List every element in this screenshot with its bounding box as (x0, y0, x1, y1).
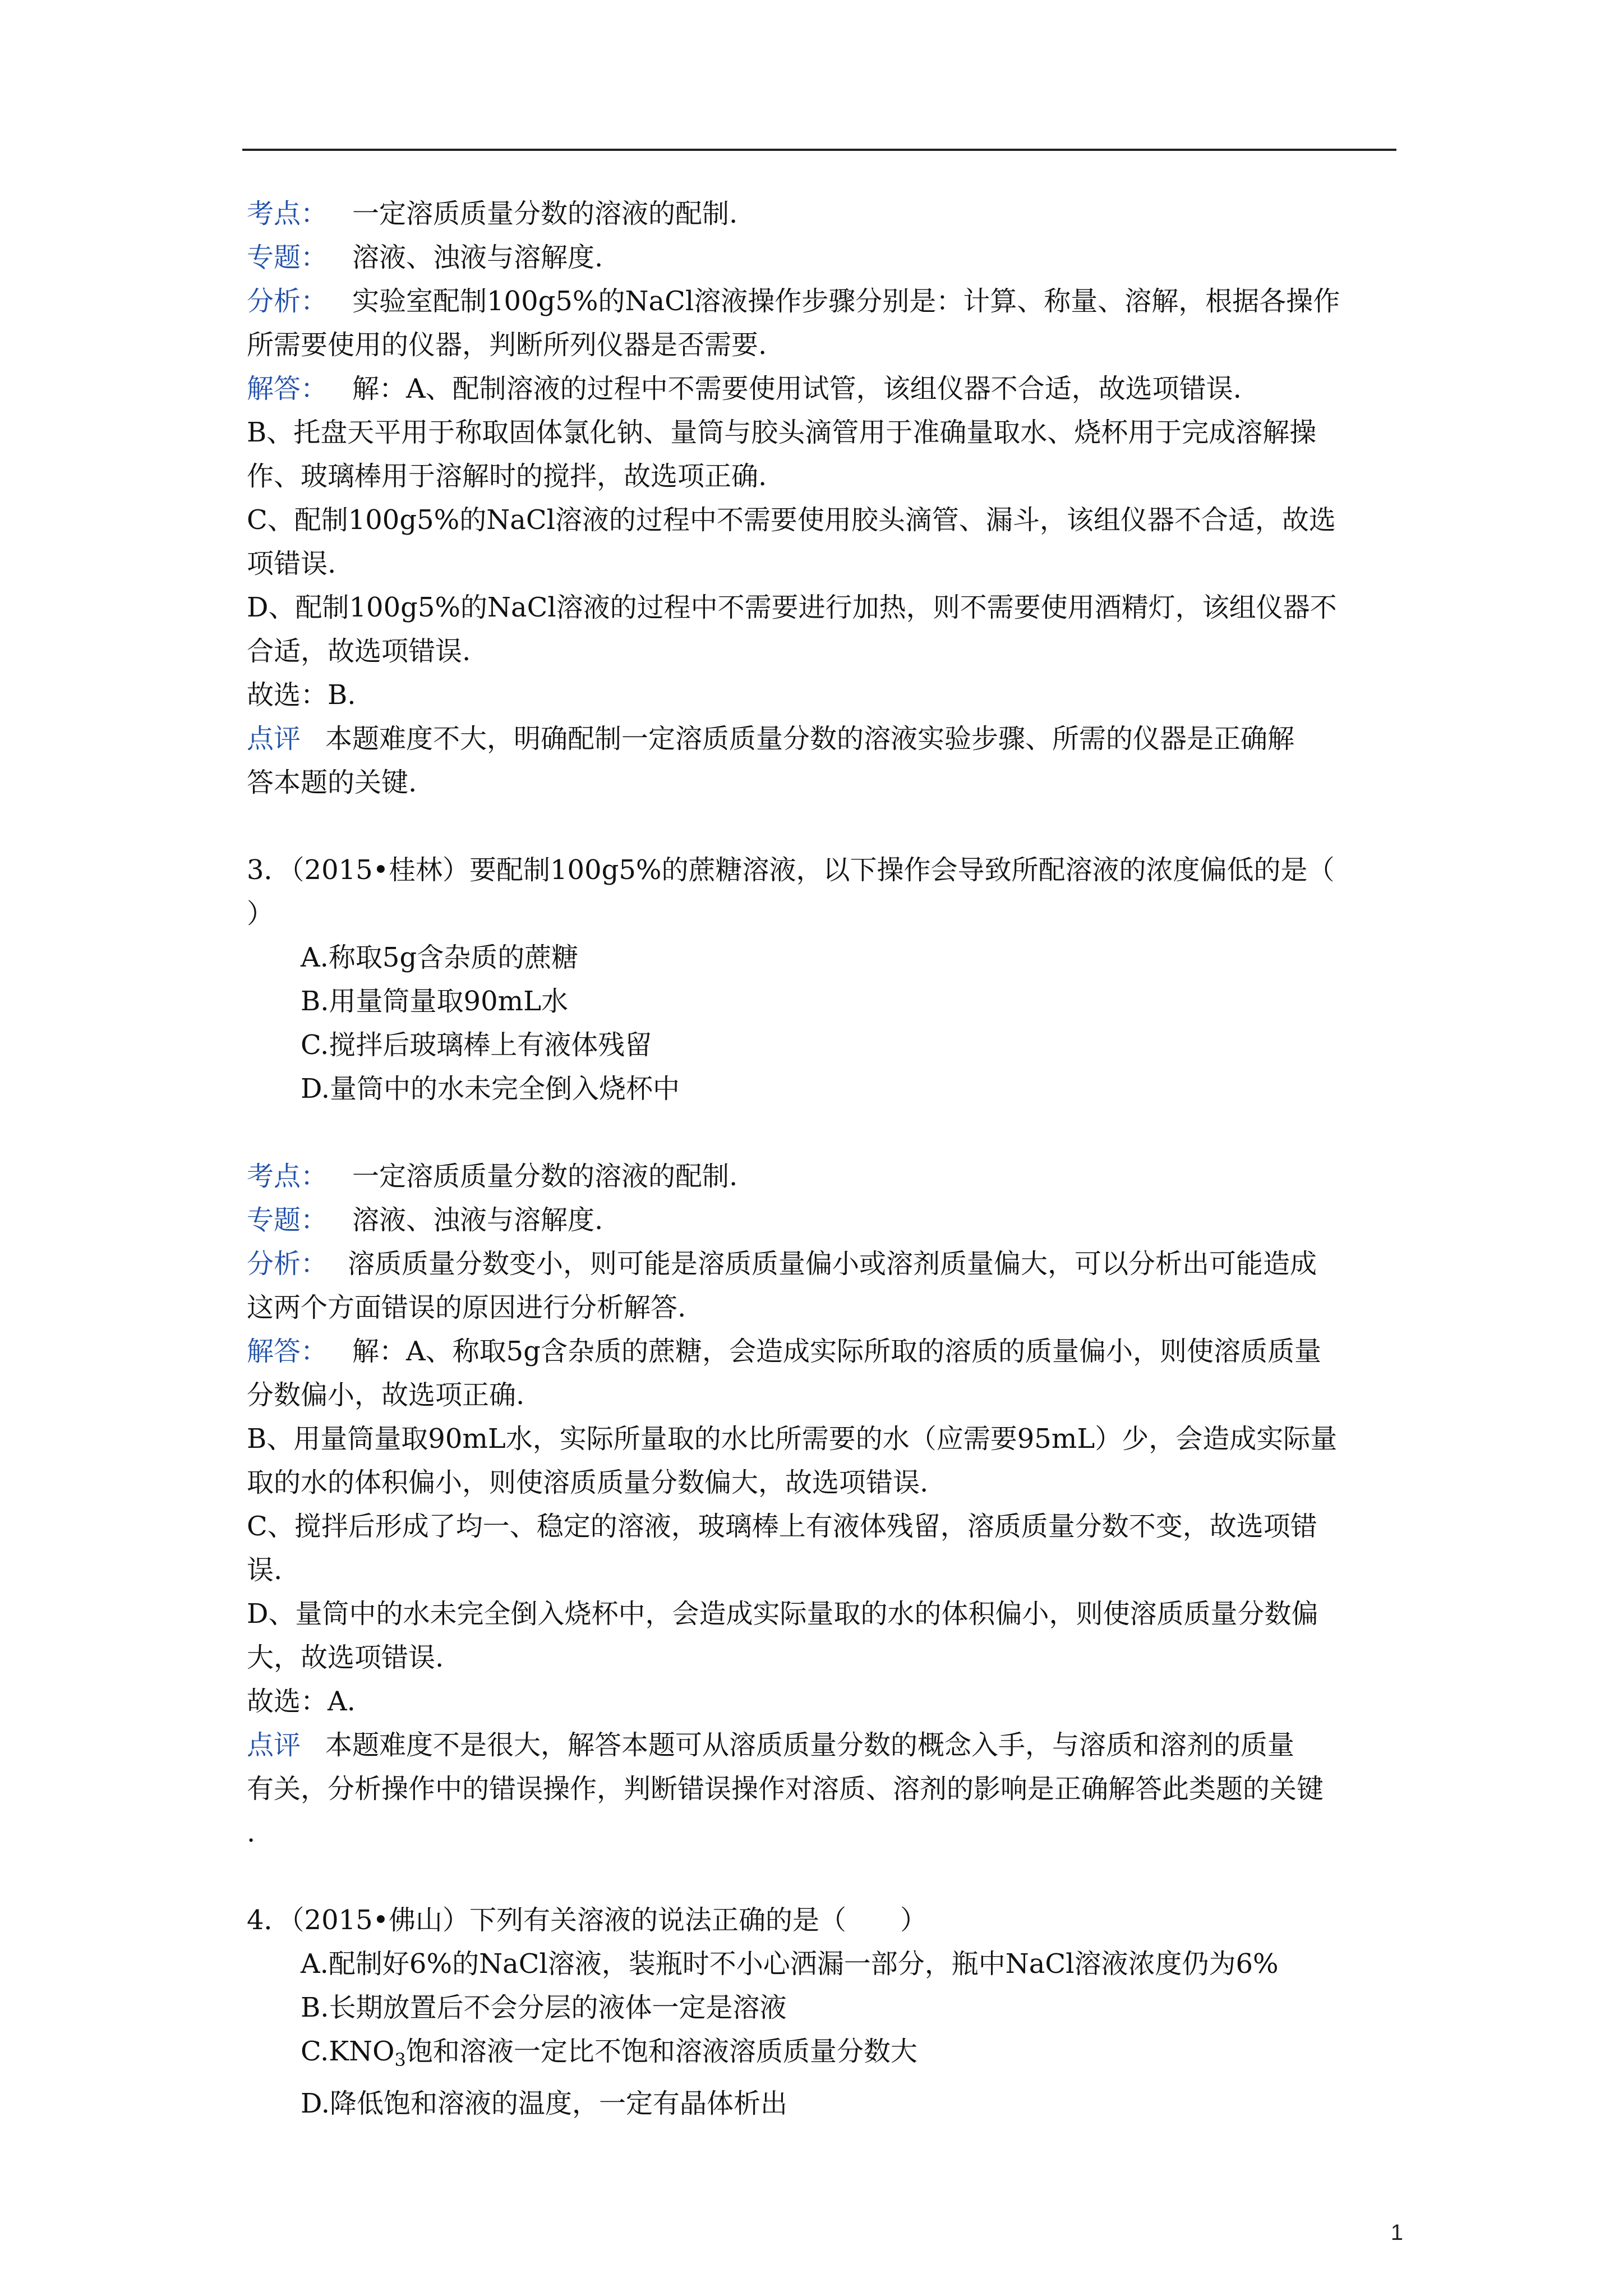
analysis-section-q2 (247, 192, 1396, 804)
fenxi-text-2: 所需要使用的仪器，判断所列仪器是否需要. (247, 329, 767, 361)
spacer (247, 1111, 1396, 1154)
kaodian-line (247, 1154, 1396, 1198)
option-c-prefix: C.KNO (301, 2036, 395, 2067)
solution-c-1: C、搅拌后形成了均一、稳定的溶液，玻璃棒上有液体残留，溶质质量分数不变，故选项错 (247, 1511, 1317, 1542)
option-a: A.配制好6%的NaCl溶液，装瓶时不小心洒漏一部分，瓶中NaCl溶液浓度仍为6% (301, 1948, 1279, 1980)
page-number: 1 (1390, 2220, 1403, 2245)
jieda-label: 解答： (247, 373, 328, 404)
solution-d-1: D、配制100g5%的NaCl溶液的过程中不需要进行加热，则不需要使用酒精灯，该组仪器不 (247, 592, 1337, 623)
fenxi-text-1: 实验室配制100g5%的NaCl溶液操作步骤分别是：计算、称量、溶解，根据各操作 (352, 286, 1340, 317)
option-c: C.搅拌后玻璃棒上有液体残留 (301, 1029, 652, 1061)
answer-line: 故选：B. (247, 679, 356, 711)
dianping-line (247, 1723, 1396, 1767)
solution-d-1: D、量筒中的水未完全倒入烧杯中，会造成实际量取的水的体积偏小，则使溶质质量分数偏 (247, 1598, 1318, 1630)
dianping-text-2: 答本题的关键. (247, 767, 417, 798)
solution-b-2: 取的水的体积偏小，则使溶质质量分数偏大，故选项错误. (247, 1467, 929, 1498)
kaodian-text: 一定溶质质量分数的溶液的配制. (352, 1161, 738, 1192)
option-c (247, 2030, 1396, 2082)
dianping-label: 点评 (247, 1729, 301, 1761)
option-b: B.长期放置后不会分层的液体一定是溶液 (301, 1992, 787, 2023)
solution-d-2: 合适，故选项错误. (247, 636, 471, 667)
fenxi-label: 分析： (247, 1248, 328, 1280)
option-c-rest: 饱和溶液一定比不饱和溶液溶质质量分数大 (405, 2036, 917, 2067)
dianping-text-3: . (247, 1817, 256, 1848)
jieda-text-1: 解：A、配制溶液的过程中不需要使用试管，该组仪器不合适，故选项错误. (352, 373, 1242, 404)
jieda-line (247, 367, 1396, 411)
fenxi-line (247, 279, 1396, 323)
kaodian-text: 一定溶质质量分数的溶液的配制. (352, 198, 738, 229)
jieda-text-1: 解：A、称取5g含杂质的蔗糖，会造成实际所取的溶质的质量偏小，则使溶质质量 (352, 1336, 1321, 1367)
solution-b-2: 作、玻璃棒用于溶解时的搅拌，故选项正确. (247, 461, 767, 492)
fenxi-line (247, 1242, 1396, 1286)
jieda-label: 解答： (247, 1336, 328, 1367)
option-d: D.量筒中的水未完全倒入烧杯中 (301, 1073, 680, 1105)
zhuanti-text: 溶液、浊液与溶解度. (352, 242, 603, 273)
jieda-text-2: 分数偏小，故选项正确. (247, 1379, 525, 1411)
question-stem-1: 3．（2015•桂林）要配制100g5%的蔗糖溶液，以下操作会导致所配溶液的浓度偏低的是（ (247, 854, 1335, 886)
zhuanti-label: 专题： (247, 242, 328, 273)
solution-b-1: B、用量筒量取90mL水，实际所量取的水比所需要的水（应需要95mL）少，会造成实际量 (247, 1423, 1338, 1455)
zhuanti-label: 专题： (247, 1204, 328, 1236)
solution-b-1: B、托盘天平用于称取固体氯化钠、量筒与胶头滴管用于准确量取水、烧杯用于完成溶解操 (247, 417, 1317, 448)
option-b: B.用量筒量取90mL水 (301, 986, 569, 1017)
dianping-text-1: 本题难度不大，明确配制一定溶质质量分数的溶液实验步骤、所需的仪器是正确解 (325, 723, 1295, 754)
kaodian-label: 考点： (247, 1161, 328, 1192)
jieda-line (247, 1329, 1396, 1373)
zhuanti-line (247, 236, 1396, 279)
spacer (247, 1855, 1396, 1898)
question-3 (247, 848, 1396, 1111)
question-stem: 4．（2015•佛山）下列有关溶液的说法正确的是（ ） (247, 1904, 928, 1936)
solution-c-1: C、配制100g5%的NaCl溶液的过程中不需要使用胶头滴管、漏斗，该组仪器不合适，故选 (247, 504, 1336, 536)
page-content (247, 192, 1396, 2125)
kaodian-line (247, 192, 1396, 236)
dianping-text-1: 本题难度不是很大，解答本题可从溶质质量分数的概念入手，与溶质和溶剂的质量 (325, 1729, 1295, 1761)
spacer (247, 804, 1396, 848)
fenxi-text-1: 溶质质量分数变小，则可能是溶质质量偏小或溶剂质量偏大，可以分析出可能造成 (348, 1248, 1317, 1280)
zhuanti-line (247, 1198, 1396, 1242)
option-d: D.降低饱和溶液的温度，一定有晶体析出 (301, 2088, 788, 2119)
question-4 (247, 1898, 1396, 2125)
solution-c-2: 项错误. (247, 548, 336, 579)
dianping-label: 点评 (247, 723, 301, 754)
dianping-line (247, 717, 1396, 761)
solution-d-2: 大，故选项错误. (247, 1642, 444, 1673)
option-a: A.称取5g含杂质的蔗糖 (301, 942, 579, 973)
question-stem-2: ） (247, 898, 274, 930)
fenxi-label: 分析： (247, 286, 328, 317)
kaodian-label: 考点： (247, 198, 328, 229)
fenxi-text-2: 这两个方面错误的原因进行分析解答. (247, 1292, 686, 1323)
answer-line: 故选：A. (247, 1686, 356, 1717)
header-rule (242, 149, 1396, 151)
dianping-text-2: 有关，分析操作中的错误操作，判断错误操作对溶质、溶剂的影响是正确解答此类题的关键 (247, 1773, 1324, 1805)
subscript: 3 (394, 2049, 406, 2070)
solution-c-2: 误. (247, 1554, 283, 1586)
zhuanti-text: 溶液、浊液与溶解度. (352, 1204, 603, 1236)
analysis-section-q3 (247, 1154, 1396, 1855)
